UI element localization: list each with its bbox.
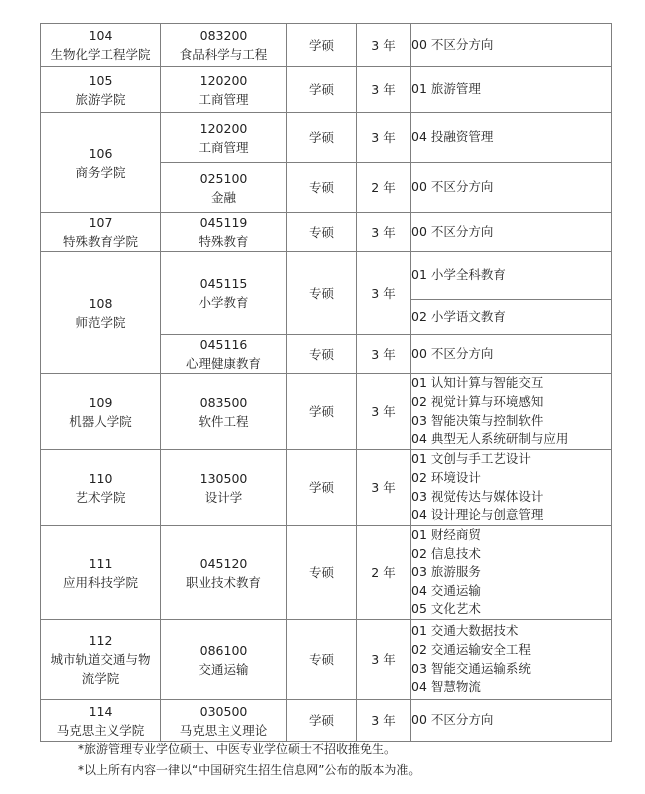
major-cell: 045120 职业技术教育 — [161, 526, 287, 620]
footnote: *旅游管理专业学位硕士、中医专业学位硕士不招收推免生。 — [78, 742, 397, 756]
direction-cell: 01 认知计算与智能交互 02 视觉计算与环境感知 03 智能决策与控制软件 04 典型无人系统研制与应用 — [411, 374, 612, 450]
degree-cell: 专硕 — [287, 526, 357, 620]
duration-cell: 2 年 — [357, 163, 411, 213]
college-cell: 109 机器人学院 — [41, 374, 161, 450]
table-row — [41, 213, 612, 252]
direction-cell: 01 文创与手工艺设计 02 环境设计 03 视觉传达与媒体设计 04 设计理论与创意管理 — [411, 450, 612, 526]
duration-cell: 3 年 — [357, 252, 411, 335]
footnotes — [78, 739, 420, 781]
footnote: *以上所有内容一律以“中国研究生招生信息网”公布的版本为准。 — [78, 763, 421, 777]
duration-cell: 3 年 — [357, 450, 411, 526]
direction-cell: 00 不区分方向 — [411, 213, 612, 252]
major-cell: 045116 心理健康教育 — [161, 335, 287, 374]
direction-cell: 01 小学全科教育 — [411, 252, 612, 300]
college-cell: 110 艺术学院 — [41, 450, 161, 526]
college-cell: 112 城市轨道交通与物 流学院 — [41, 620, 161, 700]
degree-cell: 学硕 — [287, 113, 357, 163]
college-cell: 111 应用科技学院 — [41, 526, 161, 620]
degree-cell: 学硕 — [287, 24, 357, 67]
degree-cell: 专硕 — [287, 335, 357, 374]
direction-cell: 02 小学语文教育 — [411, 300, 612, 335]
college-cell: 105 旅游学院 — [41, 67, 161, 113]
degree-cell: 专硕 — [287, 620, 357, 700]
table-row — [41, 113, 612, 163]
table-row — [41, 620, 612, 700]
table-row — [41, 24, 612, 67]
duration-cell: 3 年 — [357, 620, 411, 700]
college-cell: 107 特殊教育学院 — [41, 213, 161, 252]
college-cell: 114 马克思主义学院 — [41, 700, 161, 742]
table-row — [41, 450, 612, 526]
degree-cell: 学硕 — [287, 67, 357, 113]
degree-cell: 专硕 — [287, 163, 357, 213]
major-cell: 120200 工商管理 — [161, 113, 287, 163]
college-cell: 104 生物化学工程学院 — [41, 24, 161, 67]
college-cell: 106 商务学院 — [41, 113, 161, 213]
duration-cell: 3 年 — [357, 374, 411, 450]
duration-cell: 3 年 — [357, 213, 411, 252]
major-cell: 045119 特殊教育 — [161, 213, 287, 252]
degree-cell: 学硕 — [287, 450, 357, 526]
major-cell: 083500 软件工程 — [161, 374, 287, 450]
degree-cell: 专硕 — [287, 252, 357, 335]
degree-cell: 学硕 — [287, 700, 357, 742]
degree-cell: 学硕 — [287, 374, 357, 450]
college-cell: 108 师范学院 — [41, 252, 161, 374]
degree-cell: 专硕 — [287, 213, 357, 252]
major-cell: 086100 交通运输 — [161, 620, 287, 700]
duration-cell: 3 年 — [357, 700, 411, 742]
direction-cell: 00 不区分方向 — [411, 163, 612, 213]
duration-cell: 2 年 — [357, 526, 411, 620]
major-cell: 025100 金融 — [161, 163, 287, 213]
direction-cell: 01 旅游管理 — [411, 67, 612, 113]
direction-cell: 04 投融资管理 — [411, 113, 612, 163]
direction-cell: 00 不区分方向 — [411, 335, 612, 374]
table-row — [41, 252, 612, 300]
duration-cell: 3 年 — [357, 113, 411, 163]
duration-cell: 3 年 — [357, 24, 411, 67]
table-row — [41, 374, 612, 450]
table-row — [41, 700, 612, 742]
direction-cell: 01 交通大数据技术 02 交通运输安全工程 03 智能交通运输系统 04 智慧物流 — [411, 620, 612, 700]
admissions-table — [40, 23, 612, 742]
major-cell: 045115 小学教育 — [161, 252, 287, 335]
major-cell: 130500 设计学 — [161, 450, 287, 526]
major-cell: 030500 马克思主义理论 — [161, 700, 287, 742]
major-cell: 120200 工商管理 — [161, 67, 287, 113]
table-row — [41, 67, 612, 113]
duration-cell: 3 年 — [357, 67, 411, 113]
table-row — [41, 526, 612, 620]
direction-cell: 01 财经商贸 02 信息技术 03 旅游服务 04 交通运输 05 文化艺术 — [411, 526, 612, 620]
direction-cell: 00 不区分方向 — [411, 700, 612, 742]
major-cell: 083200 食品科学与工程 — [161, 24, 287, 67]
duration-cell: 3 年 — [357, 335, 411, 374]
direction-cell: 00 不区分方向 — [411, 24, 612, 67]
